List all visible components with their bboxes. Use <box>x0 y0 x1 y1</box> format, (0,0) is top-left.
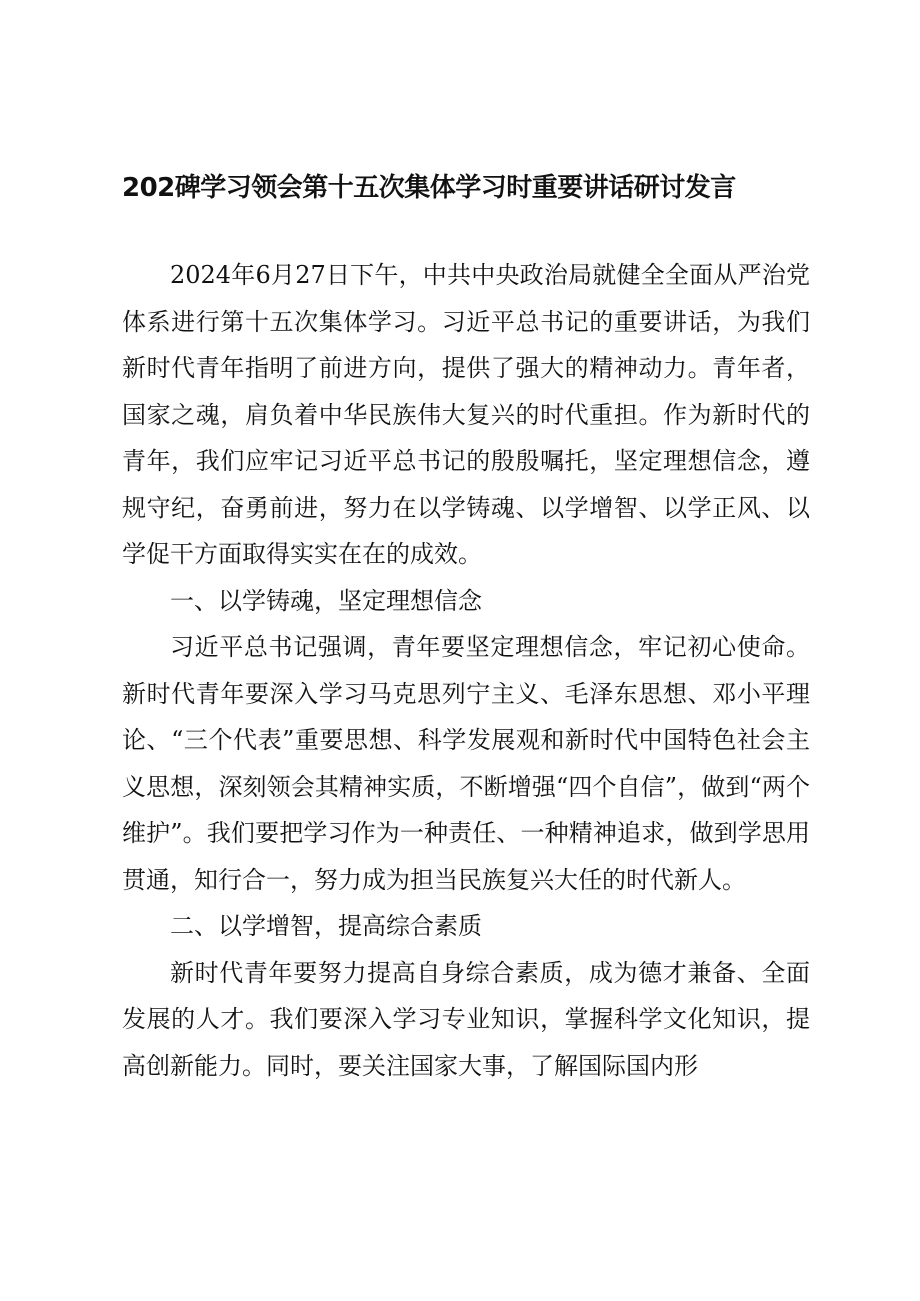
section-heading-2: 二、以学增智，提高综合素质 <box>170 912 482 940</box>
document-body <box>122 252 810 1089</box>
section-heading-1: 一、以学铸魂，坚定理想信念 <box>170 586 482 615</box>
document-title: 202碑学习领会第十五次集体学习时重要讲话研讨发言 <box>122 173 736 203</box>
paragraph-intro: 2024年6月27日下午，中共中央政治局就健全全面从严治党体系进行第十五次集体学习。习近平总书记的重要讲话，为我们新时代青年指明了前进方向，提供了强大的精神动力。青年者，国家之魂，肩负着中华民族伟大复兴的时代重担。作为新时代的青年，我们应牢记习近平总书记的殷殷嘱托，坚定理想信念，遵规守纪，奋勇前进，努力在以学铸魂、以学增智、以学正风、以学促干方面取得实实在在的成效。 <box>122 261 810 568</box>
paragraph-section-1: 习近平总书记强调，青年要坚定理想信念，牢记初心使命。新时代青年要深入学习马克思列宁主义、毛泽东思想、邓小平理论、“三个代表”重要思想、科学发展观和新时代中国特色社会主义思想，深刻领会其精神实质，不断增强“四个自信”，做到“两个维护”。我们要把学习作为一种责任、一种精神追求，做到学思用贯通，知行合一，努力成为担当民族复兴大任的时代新人。 <box>122 633 810 894</box>
paragraph-section-2: 新时代青年要努力提高自身综合素质，成为德才兼备、全面发展的人才。我们要深入学习专业知识，掌握科学文化知识，提高创新能力。同时，要关注国家大事，了解国际国内形 <box>122 958 810 1080</box>
